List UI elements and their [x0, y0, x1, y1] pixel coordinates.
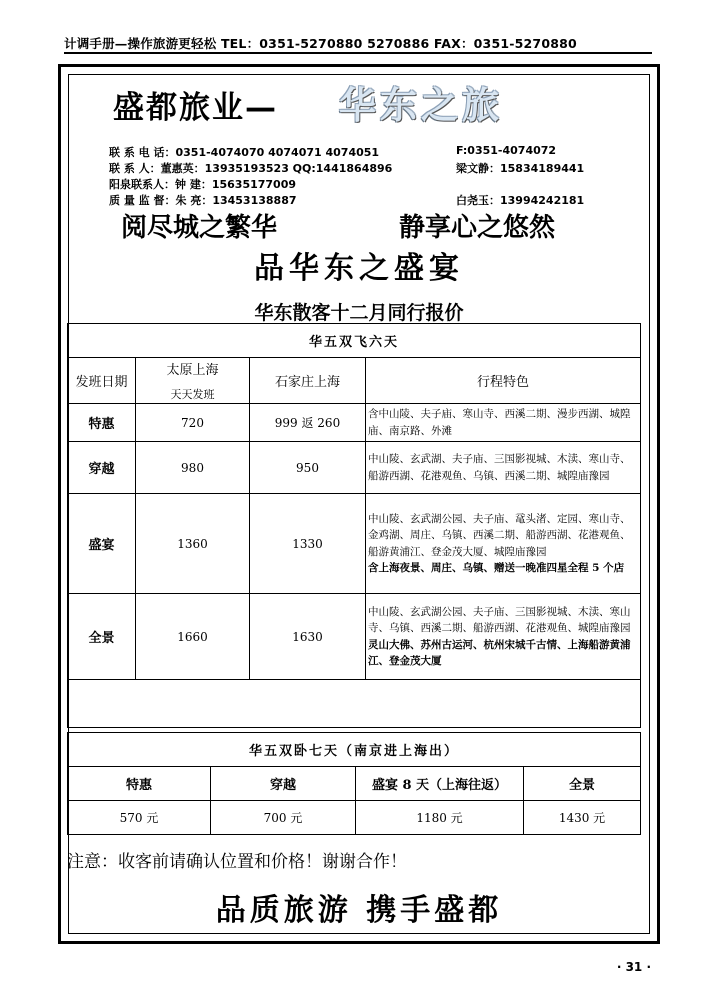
- table-row: [68, 594, 641, 680]
- header-shijiazhuang-shanghai: 石家庄上海: [250, 358, 366, 404]
- table2-price: 570 元: [68, 801, 211, 835]
- slogan-right: 静享心之悠然: [399, 213, 556, 243]
- table2-header: 全景: [524, 767, 641, 801]
- itinerary-text: 中山陵、玄武湖公园、夫子庙、鼋头渚、定园、寒山寺、金鸡湖、周庄、乌镇、西溪二期、船游西湖、花港观鱼、船游黄浦江、登金茂大厦、城隍庙豫园: [368, 512, 631, 558]
- price-taiyuan: 720: [136, 404, 250, 442]
- flyer-frame: [58, 64, 660, 944]
- header-bar: 计调手册—操作旅游更轻松 TEL：0351-5270880 5270886 FAX：0351-5270880: [64, 34, 652, 54]
- booking-note: 注意：收客前请确认位置和价格！谢谢合作！: [67, 852, 407, 872]
- headline: 品华东之盛宴: [254, 251, 464, 286]
- contact-person-2: 梁文静：15834189441: [456, 162, 585, 175]
- price-table-flight: [67, 323, 641, 728]
- table2-price: 1180 元: [356, 801, 524, 835]
- itinerary-desc: [366, 594, 641, 680]
- header-taiyuan-shanghai: [136, 358, 250, 404]
- contact-quality-2: 白尧玉：13994242181: [456, 194, 585, 207]
- page-number: · 31 ·: [616, 960, 651, 974]
- itinerary-desc: [366, 442, 641, 494]
- table2-title: 华五双卧七天（南京进上海出）: [68, 733, 641, 767]
- price-shijiazhuang: 999 返 260: [250, 404, 366, 442]
- empty-row: [68, 680, 641, 728]
- table-row: [68, 494, 641, 594]
- contact-phone: 联 系 电 话：0351-4074070 4074071 4074051: [109, 146, 380, 159]
- price-shijiazhuang: 950: [250, 442, 366, 494]
- contact-fax: F:0351-4074072: [456, 144, 557, 157]
- contact-person: 联 系 人：董惠英：13935193523 QQ:1441864896: [109, 162, 393, 175]
- row-label: 全景: [68, 594, 136, 680]
- row-label: 特惠: [68, 404, 136, 442]
- itinerary-text: 含中山陵、夫子庙、寒山寺、西溪二期、漫步西湖、城隍庙、南京路、外滩: [368, 408, 631, 437]
- bottom-slogan: 品质旅游 携手盛都: [215, 893, 503, 928]
- table2-header: 盛宴 8 天（上海往返）: [356, 767, 524, 801]
- brand-name: 盛都旅业—: [113, 90, 278, 126]
- header-itinerary: 行程特色: [366, 358, 641, 404]
- price-taiyuan: 980: [136, 442, 250, 494]
- itinerary-text: 中山陵、玄武湖公园、夫子庙、三国影视城、木渎、寒山寺、乌镇、西溪二期、船游西湖、花港观鱼、城隍庙豫园: [368, 605, 631, 634]
- itinerary-desc: [366, 494, 641, 594]
- price-taiyuan: 1360: [136, 494, 250, 594]
- header-taiyuan-label: 太原上海: [166, 363, 219, 378]
- itinerary-desc: [366, 404, 641, 442]
- table-row: [68, 442, 641, 494]
- brand-product: 华东之旅: [339, 84, 503, 127]
- contact-yangquan: 阳泉联系人：钟 建：15635177009: [109, 178, 297, 191]
- row-label: 盛宴: [68, 494, 136, 594]
- row-label: 穿越: [68, 442, 136, 494]
- contact-quality: 质 量 监 督：朱 亮：13453138887: [109, 194, 297, 207]
- itinerary-text: 中山陵、玄武湖、夫子庙、三国影视城、木渎、寒山寺、船游西湖、花港观鱼、乌镇、西溪二期、城隍庙豫园: [368, 453, 631, 482]
- table2-price: 1430 元: [524, 801, 641, 835]
- price-table-train: [67, 732, 641, 835]
- price-shijiazhuang: 1330: [250, 494, 366, 594]
- header-taiyuan-note: 天天发班: [170, 388, 215, 401]
- table2-price: 700 元: [211, 801, 356, 835]
- table2-header: 穿越: [211, 767, 356, 801]
- table2-header: 特惠: [68, 767, 211, 801]
- price-taiyuan: 1660: [136, 594, 250, 680]
- table-row: [68, 404, 641, 442]
- itinerary-highlight: 灵山大佛、苏州古运河、杭州宋城千古情、上海船游黄浦江、登金茂大厦: [368, 638, 631, 667]
- empty-cell: [68, 680, 641, 728]
- header-date: 发班日期: [68, 358, 136, 404]
- price-shijiazhuang: 1630: [250, 594, 366, 680]
- itinerary-highlight: 含上海夜景、周庄、乌镇、赠送一晚准四星全程 5 个店: [368, 562, 625, 574]
- table1-title: 华五双飞六天: [68, 324, 641, 358]
- subtitle: 华东散客十二月同行报价: [254, 302, 464, 324]
- slogan-left: 阅尽城之繁华: [121, 213, 278, 243]
